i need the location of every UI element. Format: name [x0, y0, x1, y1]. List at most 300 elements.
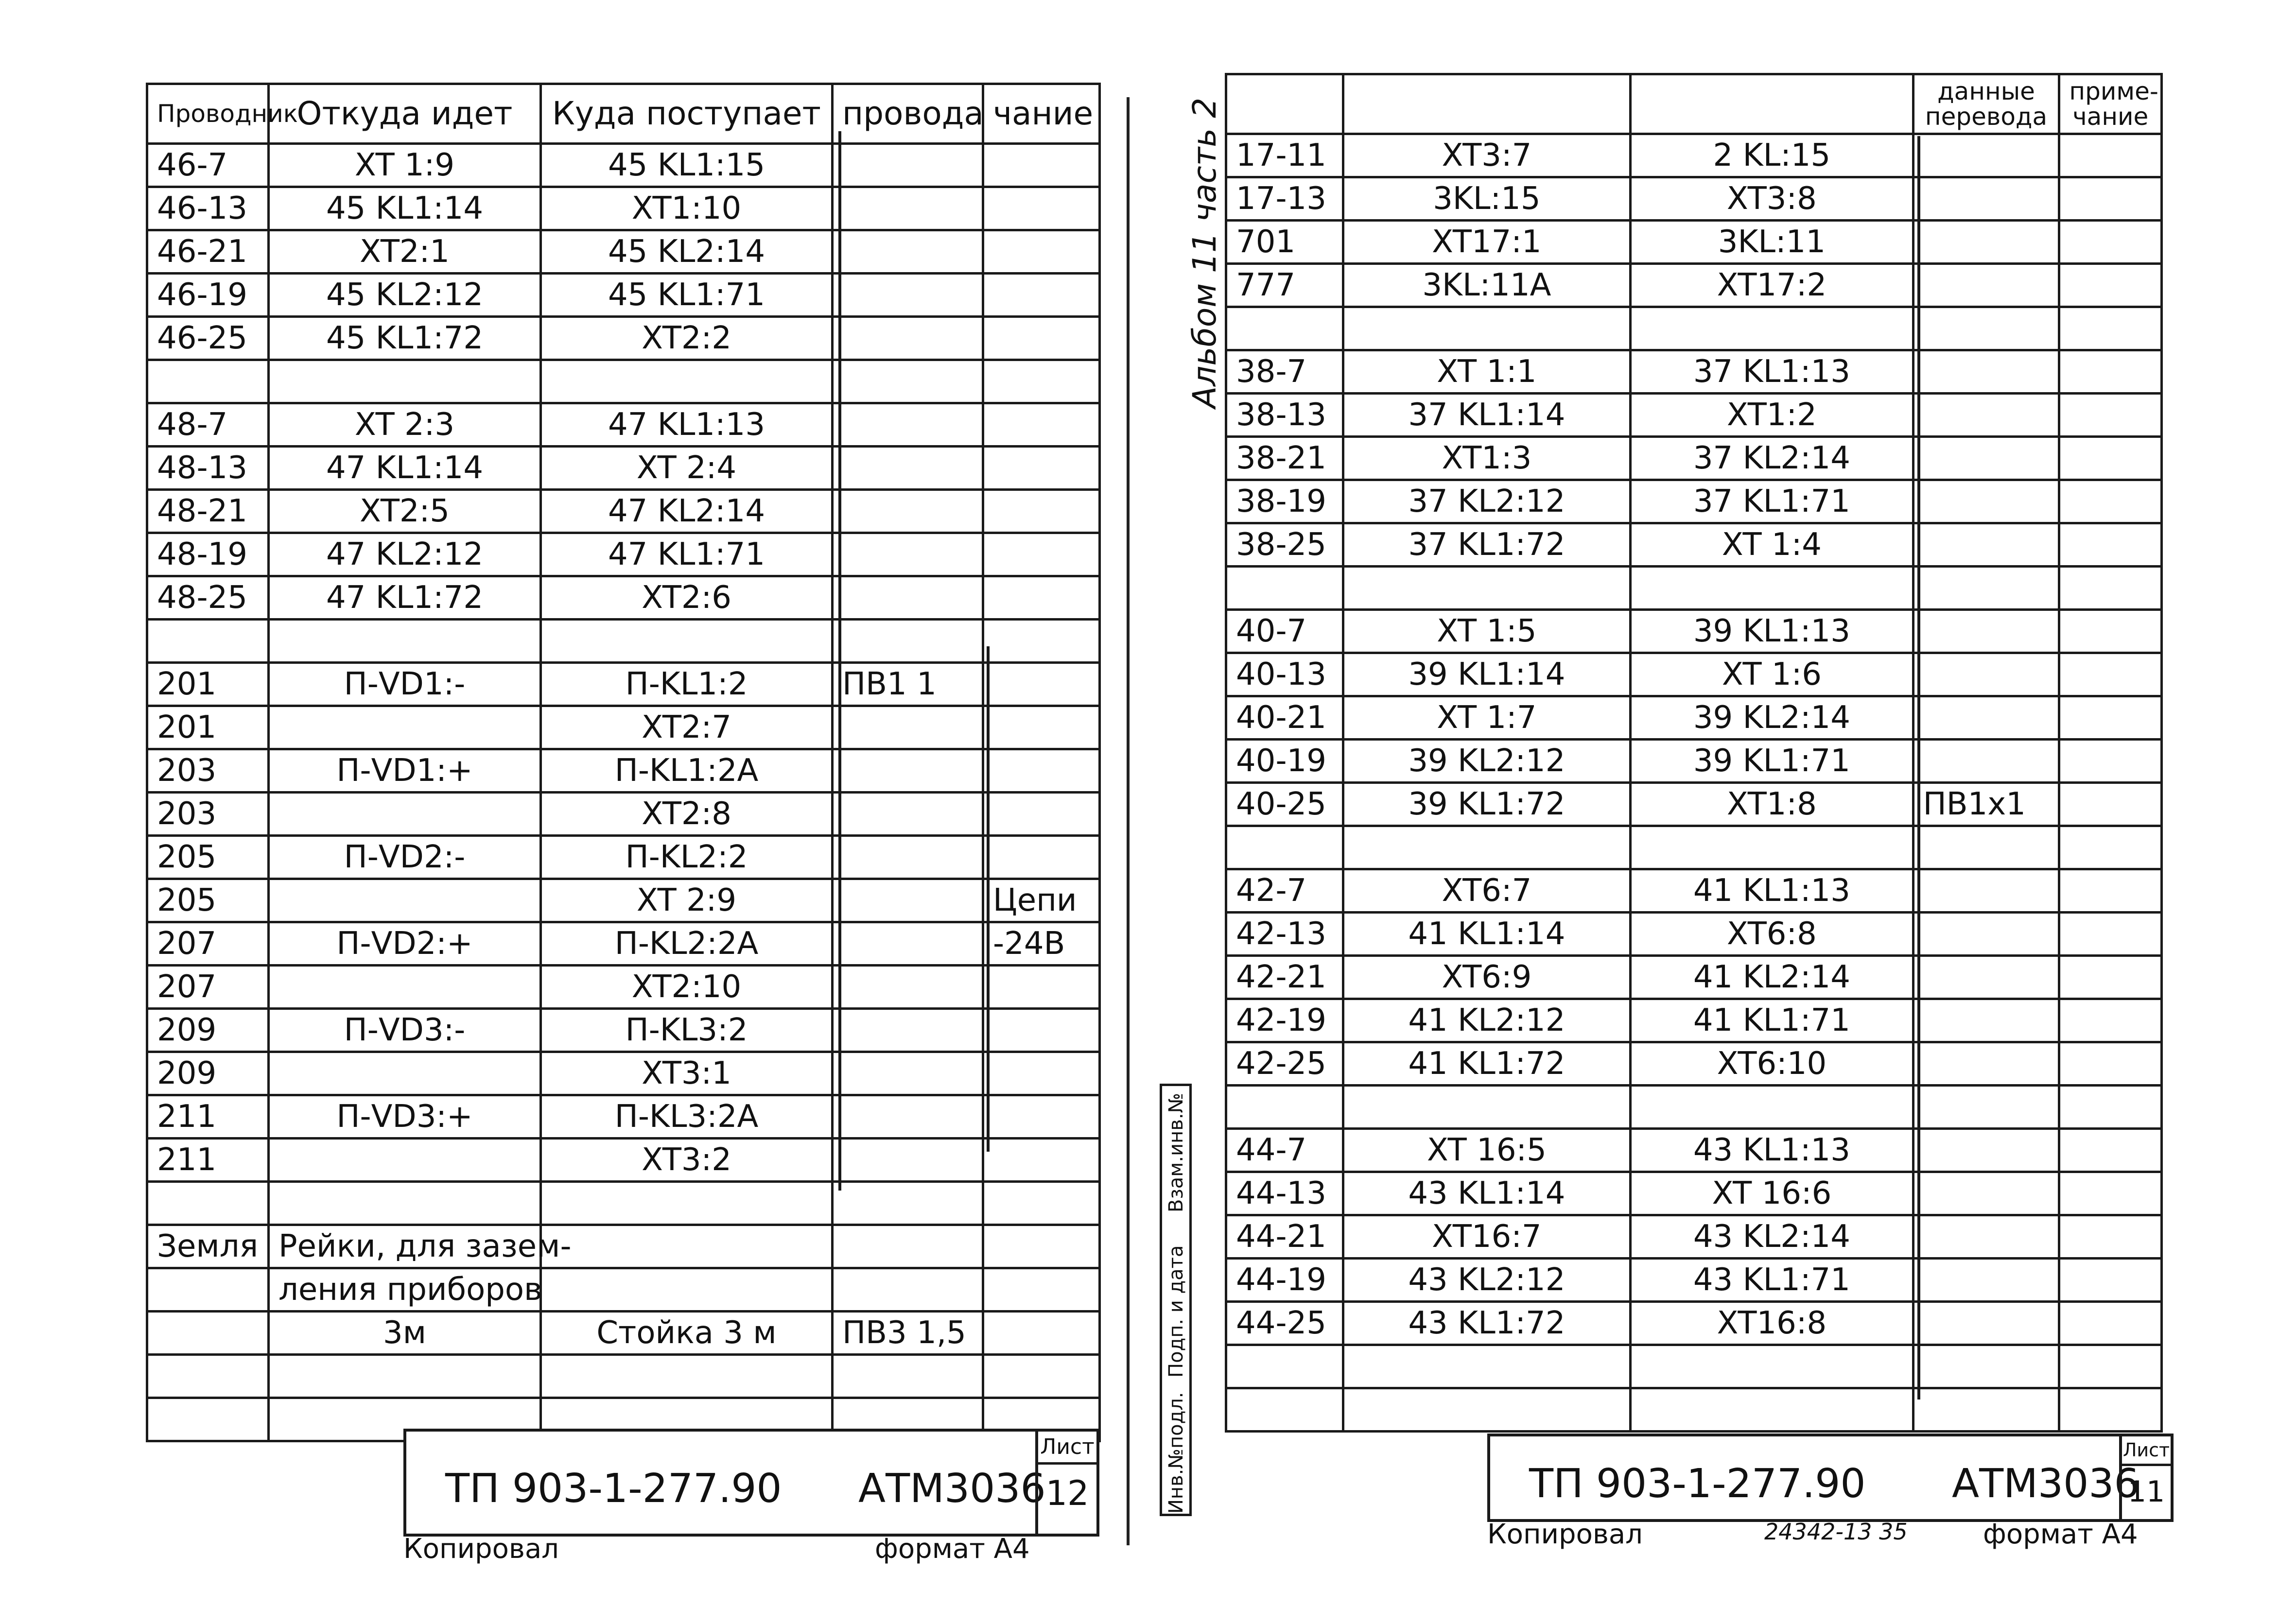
note-cell — [983, 836, 1100, 879]
to-cell: XT2:6 — [541, 576, 833, 620]
right-sheet — [1132, 0, 2296, 1607]
wire-cell: 17-13 — [1226, 177, 1343, 221]
data-cell — [1913, 177, 2059, 221]
sheet-box — [1035, 1432, 1096, 1534]
to-cell: 41 KL1:71 — [1631, 999, 1913, 1042]
table-row — [147, 1268, 1100, 1312]
note-cell — [2059, 221, 2162, 264]
table-row — [1226, 480, 2162, 523]
note-cell — [2059, 437, 2162, 480]
to-cell — [541, 360, 833, 403]
from-cell — [1343, 1345, 1631, 1388]
data-cell — [1913, 307, 2059, 350]
from-cell: 43 KL1:14 — [1343, 1172, 1631, 1215]
wire-cell: 44-21 — [1226, 1215, 1343, 1259]
to-cell: XT3:1 — [541, 1052, 833, 1095]
wire-cell: 44-13 — [1226, 1172, 1343, 1215]
to-cell: XT 1:4 — [1631, 523, 1913, 567]
table-row — [1226, 956, 2162, 999]
data-cell — [1913, 480, 2059, 523]
stamp-label-replace: Взам.инв.№ — [1165, 1092, 1187, 1212]
from-cell: П-VD2:+ — [269, 922, 541, 966]
to-cell: XT1:2 — [1631, 394, 1913, 437]
note-cell — [2059, 394, 2162, 437]
note-cell — [983, 490, 1100, 533]
from-cell — [1343, 567, 1631, 610]
header-data: провода — [833, 84, 983, 144]
from-cell — [269, 620, 541, 663]
to-cell: 39 KL1:13 — [1631, 610, 1913, 653]
to-cell: 37 KL2:14 — [1631, 437, 1913, 480]
table-row — [147, 1355, 1100, 1398]
table-row — [1226, 394, 2162, 437]
to-cell: 41 KL2:14 — [1631, 956, 1913, 999]
note-cell — [983, 620, 1100, 663]
note-cell — [2059, 740, 2162, 783]
table-row — [147, 1312, 1100, 1355]
data-cell — [1913, 1345, 2059, 1388]
album-side-title: Альбом 11 часть 2 — [1186, 97, 1223, 408]
to-cell: 39 KL2:14 — [1631, 696, 1913, 740]
approval-stamp-column — [1160, 1084, 1192, 1516]
data-cell — [1913, 999, 2059, 1042]
from-cell: П-VD3:- — [269, 1009, 541, 1052]
header-from: Откуда идет — [269, 84, 541, 144]
table-row — [1226, 523, 2162, 567]
to-cell: 45 KL1:15 — [541, 144, 833, 187]
to-cell: XT17:2 — [1631, 264, 1913, 307]
data-cell — [833, 230, 983, 274]
wire-cell: 40-21 — [1226, 696, 1343, 740]
wire-cell: 42-19 — [1226, 999, 1343, 1042]
from-cell — [269, 793, 541, 836]
from-cell: 47 KL1:72 — [269, 576, 541, 620]
table-row — [1226, 1172, 2162, 1215]
wire-cell: 203 — [147, 793, 269, 836]
table-row — [147, 749, 1100, 793]
note-cell — [983, 706, 1100, 749]
right-order-number: 24342-13 35 — [1764, 1519, 1908, 1545]
to-cell — [1631, 307, 1913, 350]
data-cell — [1913, 740, 2059, 783]
header-from — [1343, 74, 1631, 134]
wire-cell — [147, 1398, 269, 1441]
from-cell: XT 1:5 — [1343, 610, 1631, 653]
note-cell — [983, 1225, 1100, 1268]
data-cell — [833, 1355, 983, 1398]
left-table-body — [147, 144, 1100, 1441]
from-cell: XT3:7 — [1343, 134, 1631, 177]
wire-cell — [1226, 307, 1343, 350]
wire-cell — [1226, 826, 1343, 869]
doc-number: ТП 903-1-277.90 — [445, 1466, 782, 1512]
data-cell: ПВ1 1 — [833, 663, 983, 706]
from-cell: 37 KL1:72 — [1343, 523, 1631, 567]
data-cell — [1913, 1042, 2059, 1086]
wire-cell — [147, 1182, 269, 1225]
to-cell: XT3:2 — [541, 1139, 833, 1182]
from-cell: 41 KL1:72 — [1343, 1042, 1631, 1086]
data-cell — [833, 1009, 983, 1052]
table-row — [147, 1225, 1100, 1268]
wire-cell — [147, 1312, 269, 1355]
table-row — [147, 490, 1100, 533]
doc-number: ТП 903-1-277.90 — [1529, 1461, 1866, 1507]
data-cell — [833, 403, 983, 447]
to-cell: 47 KL2:14 — [541, 490, 833, 533]
from-cell — [269, 879, 541, 922]
to-cell: 47 KL1:71 — [541, 533, 833, 576]
wire-cell: 42-25 — [1226, 1042, 1343, 1086]
data-cell — [1913, 523, 2059, 567]
note-cell — [983, 360, 1100, 403]
from-cell: 41 KL1:14 — [1343, 913, 1631, 956]
data-cell — [833, 144, 983, 187]
data-cell — [833, 749, 983, 793]
from-cell: 45 KL1:72 — [269, 317, 541, 360]
data-cell — [1913, 264, 2059, 307]
table-row — [147, 403, 1100, 447]
data-cell — [1913, 437, 2059, 480]
table-row — [1226, 913, 2162, 956]
header-note: приме- чание — [2059, 74, 2162, 134]
data-cell — [833, 1139, 983, 1182]
from-cell: 47 KL2:12 — [269, 533, 541, 576]
data-cell — [1913, 653, 2059, 696]
header-data: данные перевода — [1913, 74, 2059, 134]
note-cell — [983, 576, 1100, 620]
sheet-label: Лист — [1038, 1432, 1096, 1465]
wire-cell: 48-7 — [147, 403, 269, 447]
to-cell: 43 KL2:14 — [1631, 1215, 1913, 1259]
left-data-bracket — [838, 131, 841, 1191]
wire-cell: 38-13 — [1226, 394, 1343, 437]
note-cell — [2059, 1388, 2162, 1432]
data-cell: ПВ1х1 — [1913, 783, 2059, 826]
wire-cell — [147, 360, 269, 403]
table-row — [147, 793, 1100, 836]
note-cell — [2059, 869, 2162, 913]
header-to: Куда поступает — [541, 84, 833, 144]
data-cell — [833, 317, 983, 360]
wire-cell — [147, 1355, 269, 1398]
table-row — [147, 274, 1100, 317]
wire-cell: 777 — [1226, 264, 1343, 307]
wire-cell: 209 — [147, 1052, 269, 1095]
table-row — [1226, 307, 2162, 350]
from-cell: 3KL:11A — [1343, 264, 1631, 307]
table-row — [147, 447, 1100, 490]
table-row — [147, 836, 1100, 879]
table-row — [1226, 134, 2162, 177]
to-cell: 43 KL1:71 — [1631, 1259, 1913, 1302]
note-cell — [2059, 134, 2162, 177]
from-cell: XT 2:3 — [269, 403, 541, 447]
data-cell — [833, 1225, 983, 1268]
note-cell — [2059, 1259, 2162, 1302]
wire-cell: 48-19 — [147, 533, 269, 576]
from-cell: П-VD3:+ — [269, 1095, 541, 1139]
table-row — [147, 187, 1100, 230]
wire-cell: 205 — [147, 836, 269, 879]
note-cell — [2059, 610, 2162, 653]
to-cell: 41 KL1:13 — [1631, 869, 1913, 913]
note-cell — [2059, 653, 2162, 696]
table-row — [1226, 437, 2162, 480]
to-cell: XT6:10 — [1631, 1042, 1913, 1086]
table-row — [1226, 177, 2162, 221]
note-cell: -24В — [983, 922, 1100, 966]
right-header-row — [1226, 74, 2162, 134]
right-title-block — [1487, 1434, 2174, 1522]
note-cell — [983, 317, 1100, 360]
table-row — [1226, 264, 2162, 307]
from-cell: XT1:3 — [1343, 437, 1631, 480]
data-cell — [833, 1182, 983, 1225]
note-cell — [2059, 307, 2162, 350]
to-cell: 3KL:11 — [1631, 221, 1913, 264]
data-cell — [833, 576, 983, 620]
data-cell — [1913, 1172, 2059, 1215]
table-row — [147, 533, 1100, 576]
data-cell — [833, 187, 983, 230]
from-cell: 3м — [269, 1312, 541, 1355]
note-cell — [2059, 1042, 2162, 1086]
to-cell — [541, 620, 833, 663]
from-cell — [269, 706, 541, 749]
note-cell — [983, 1268, 1100, 1312]
note-cell — [2059, 1172, 2162, 1215]
page-divider — [1127, 97, 1130, 1545]
note-cell — [983, 447, 1100, 490]
doc-code: АТМ3036 — [858, 1466, 1046, 1512]
from-cell: 39 KL1:72 — [1343, 783, 1631, 826]
note-cell — [2059, 264, 2162, 307]
to-cell: XT2:8 — [541, 793, 833, 836]
data-cell — [1913, 826, 2059, 869]
wire-cell: 48-21 — [147, 490, 269, 533]
data-cell — [833, 1095, 983, 1139]
stamp-label-inv: Инв.№подл. — [1165, 1392, 1187, 1514]
from-cell — [269, 360, 541, 403]
wire-cell: 207 — [147, 922, 269, 966]
data-cell — [833, 836, 983, 879]
data-cell — [833, 793, 983, 836]
table-row — [147, 360, 1100, 403]
note-cell — [983, 663, 1100, 706]
table-row — [1226, 1302, 2162, 1345]
table-row — [1226, 740, 2162, 783]
table-row — [1226, 826, 2162, 869]
to-cell: 45 KL1:71 — [541, 274, 833, 317]
wire-cell: 48-25 — [147, 576, 269, 620]
left-title-block — [403, 1429, 1099, 1537]
wire-cell: 38-21 — [1226, 437, 1343, 480]
sheet-number: 12 — [1045, 1473, 1089, 1513]
wire-cell: 38-25 — [1226, 523, 1343, 567]
to-cell — [1631, 826, 1913, 869]
wire-cell: 46-21 — [147, 230, 269, 274]
wire-cell: 44-25 — [1226, 1302, 1343, 1345]
note-cell — [2059, 480, 2162, 523]
data-cell — [1913, 1086, 2059, 1129]
table-row — [147, 230, 1100, 274]
to-cell — [1631, 1086, 1913, 1129]
header-to — [1631, 74, 1913, 134]
from-cell: П-VD1:- — [269, 663, 541, 706]
note-cell — [2059, 1345, 2162, 1388]
table-row — [1226, 653, 2162, 696]
from-cell: XT 1:1 — [1343, 350, 1631, 394]
to-cell: XT1:8 — [1631, 783, 1913, 826]
to-cell: 43 KL1:13 — [1631, 1129, 1913, 1172]
note-cell — [983, 1139, 1100, 1182]
table-row — [1226, 999, 2162, 1042]
doc-code: АТМ3036 — [1952, 1461, 2139, 1507]
note-cell — [2059, 567, 2162, 610]
note-cell — [2059, 1086, 2162, 1129]
to-cell: XT6:8 — [1631, 913, 1913, 956]
data-cell — [1913, 1302, 2059, 1345]
to-cell: П-KL1:2 — [541, 663, 833, 706]
data-cell — [1913, 394, 2059, 437]
note-cell — [983, 403, 1100, 447]
table-row — [147, 663, 1100, 706]
data-cell — [833, 490, 983, 533]
to-cell — [1631, 1388, 1913, 1432]
note-cell — [983, 533, 1100, 576]
header-wire: Проводник — [147, 84, 269, 144]
table-row — [1226, 1086, 2162, 1129]
table-row — [147, 966, 1100, 1009]
note-cell — [2059, 826, 2162, 869]
note-cell — [983, 144, 1100, 187]
table-row — [1226, 1259, 2162, 1302]
left-copied-label: Копировал — [403, 1533, 559, 1565]
to-cell — [541, 1268, 833, 1312]
note-cell — [2059, 1129, 2162, 1172]
data-cell — [1913, 221, 2059, 264]
data-cell — [1913, 869, 2059, 913]
table-row — [147, 317, 1100, 360]
to-cell: П-KL3:2A — [541, 1095, 833, 1139]
to-cell — [1631, 1345, 1913, 1388]
sheet-label: Лист — [2122, 1436, 2171, 1466]
note-cell — [983, 1355, 1100, 1398]
to-cell: 39 KL1:71 — [1631, 740, 1913, 783]
to-cell: 45 KL2:14 — [541, 230, 833, 274]
data-cell — [833, 620, 983, 663]
from-cell: XT2:5 — [269, 490, 541, 533]
note-cell — [2059, 350, 2162, 394]
data-cell — [1913, 913, 2059, 956]
data-cell — [833, 879, 983, 922]
data-cell — [833, 360, 983, 403]
data-cell — [1913, 956, 2059, 999]
wire-cell: 38-19 — [1226, 480, 1343, 523]
note-cell — [983, 1009, 1100, 1052]
wire-cell — [1226, 1388, 1343, 1432]
from-cell — [269, 1139, 541, 1182]
table-row — [147, 1095, 1100, 1139]
from-cell — [269, 966, 541, 1009]
to-cell: П-KL2:2A — [541, 922, 833, 966]
right-copied-label: Копировал — [1487, 1519, 1643, 1550]
table-row — [1226, 783, 2162, 826]
table-row — [1226, 1129, 2162, 1172]
to-cell: П-KL3:2 — [541, 1009, 833, 1052]
note-cell — [2059, 1215, 2162, 1259]
wire-cell — [147, 620, 269, 663]
from-cell: XT17:1 — [1343, 221, 1631, 264]
from-cell: 37 KL2:12 — [1343, 480, 1631, 523]
note-cell — [2059, 999, 2162, 1042]
to-cell — [1631, 567, 1913, 610]
from-cell — [1343, 307, 1631, 350]
stamp-label-sign: Подп. и дата — [1165, 1245, 1187, 1378]
table-row — [147, 144, 1100, 187]
wire-cell — [1226, 1345, 1343, 1388]
note-cell — [2059, 1302, 2162, 1345]
note-cell — [2059, 956, 2162, 999]
to-cell: П-KL2:2 — [541, 836, 833, 879]
table-row — [1226, 869, 2162, 913]
to-cell: 37 KL1:13 — [1631, 350, 1913, 394]
from-cell: XT6:9 — [1343, 956, 1631, 999]
table-row — [147, 1052, 1100, 1095]
wire-cell: 40-13 — [1226, 653, 1343, 696]
from-cell: 37 KL1:14 — [1343, 394, 1631, 437]
wire-cell: 211 — [147, 1139, 269, 1182]
wire-cell: 209 — [147, 1009, 269, 1052]
wire-cell — [147, 1268, 269, 1312]
wire-cell: 38-7 — [1226, 350, 1343, 394]
note-cell — [983, 1052, 1100, 1095]
note-cell — [983, 187, 1100, 230]
table-row — [147, 1009, 1100, 1052]
note-cell — [983, 966, 1100, 1009]
from-cell — [269, 1355, 541, 1398]
table-row — [147, 576, 1100, 620]
data-cell — [1913, 567, 2059, 610]
note-cell — [983, 793, 1100, 836]
data-cell — [833, 533, 983, 576]
wire-cell: 201 — [147, 706, 269, 749]
to-cell: XT 2:9 — [541, 879, 833, 922]
wire-cell: 40-25 — [1226, 783, 1343, 826]
wire-cell: Земля — [147, 1225, 269, 1268]
note-cell — [2059, 783, 2162, 826]
data-cell — [833, 922, 983, 966]
from-cell: 45 KL2:12 — [269, 274, 541, 317]
to-cell — [541, 1182, 833, 1225]
table-row — [1226, 1215, 2162, 1259]
wire-cell: 17-11 — [1226, 134, 1343, 177]
note-cell — [983, 230, 1100, 274]
from-cell: XT16:7 — [1343, 1215, 1631, 1259]
left-wiring-table — [146, 83, 1101, 1442]
from-cell — [1343, 1388, 1631, 1432]
sheet-number: 11 — [2127, 1475, 2165, 1509]
data-cell — [1913, 1259, 2059, 1302]
wire-cell: 48-13 — [147, 447, 269, 490]
table-row — [1226, 1042, 2162, 1086]
from-cell: П-VD2:- — [269, 836, 541, 879]
table-row — [1226, 1388, 2162, 1432]
note-cell — [983, 1312, 1100, 1355]
wire-cell — [1226, 567, 1343, 610]
wire-cell: 46-13 — [147, 187, 269, 230]
